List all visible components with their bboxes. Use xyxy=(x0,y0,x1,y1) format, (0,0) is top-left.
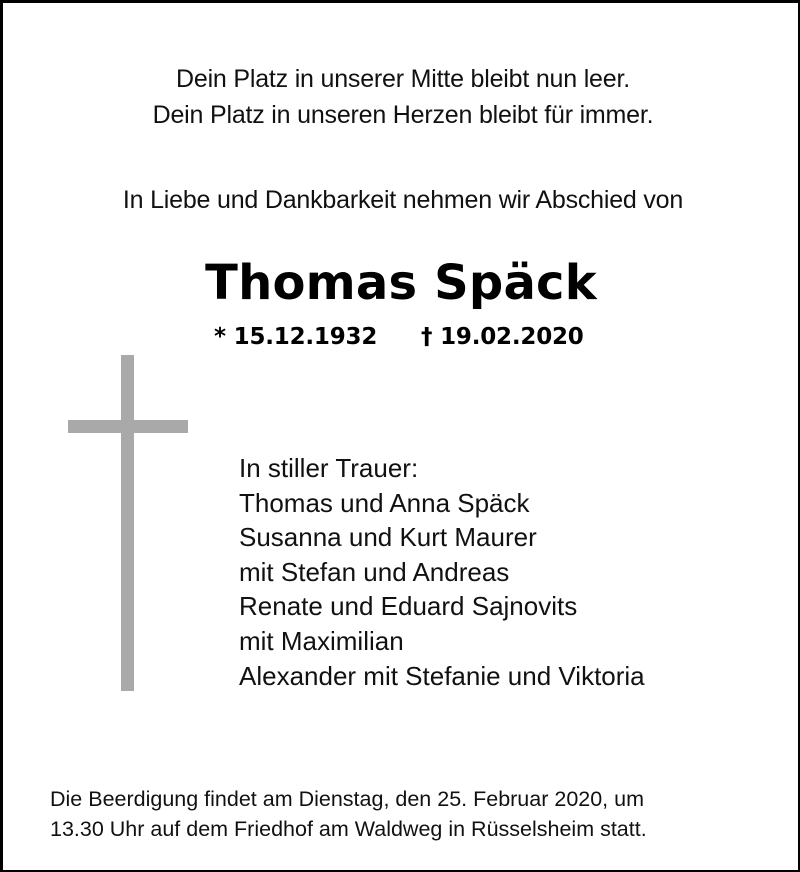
death-date: † 19.02.2020 xyxy=(421,324,584,350)
funeral-info-line-1: Die Beerdigung findet am Dienstag, den 25. Februar 2020, um xyxy=(50,787,645,811)
mourner-line: mit Stefan und Andreas xyxy=(239,556,510,587)
verse-line-2: Dein Platz in unseren Herzen bleibt für immer. xyxy=(152,101,654,129)
mourner-line: Thomas und Anna Späck xyxy=(239,487,530,518)
mourners-list xyxy=(239,451,645,693)
verse-line-1: Dein Platz in unserer Mitte bleibt nun leer. xyxy=(176,65,630,93)
mourner-line: Renate und Eduard Sajnovits xyxy=(239,591,578,622)
funeral-info-line-2: 13.30 Uhr auf dem Friedhof am Waldweg in Rüsselsheim statt. xyxy=(50,817,647,841)
birth-date: * 15.12.1932 xyxy=(214,324,378,350)
deceased-name: Thomas Späck xyxy=(205,255,597,311)
funeral-info xyxy=(50,784,647,844)
cross-horizontal-bar xyxy=(68,420,188,433)
cross-vertical-bar xyxy=(121,355,134,691)
mourner-line: Susanna und Kurt Maurer xyxy=(239,522,537,553)
intro-text: In Liebe und Dankbarkeit nehmen wir Abschied von xyxy=(122,186,684,214)
mourner-line: Alexander mit Stefanie und Viktoria xyxy=(239,660,645,691)
mourners-heading: In stiller Trauer: xyxy=(239,453,419,483)
mourner-line: mit Maximilian xyxy=(239,625,404,656)
